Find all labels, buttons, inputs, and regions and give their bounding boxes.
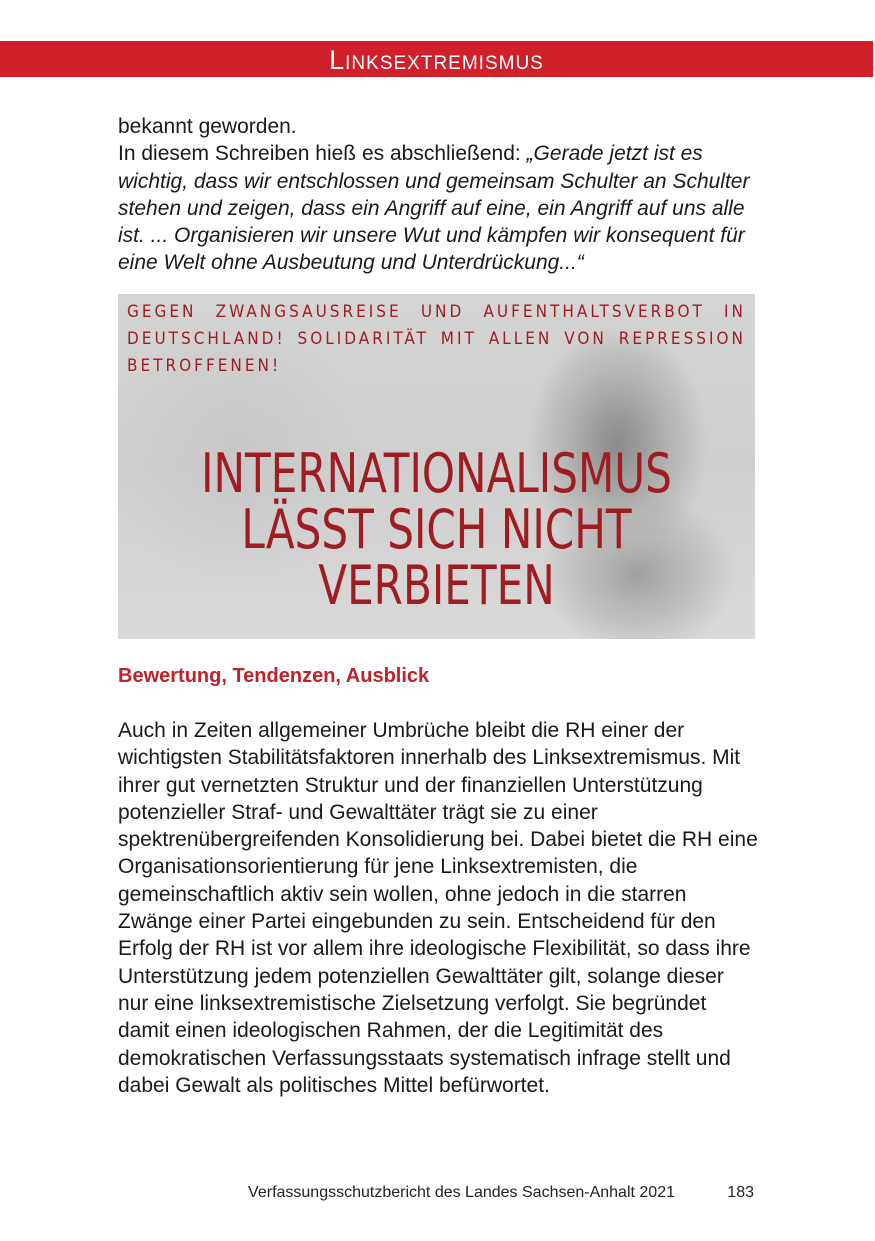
section-heading: Bewertung, Tendenzen, Ausblick <box>118 665 430 687</box>
chapter-title: Linksextremismus <box>329 45 544 75</box>
banner-image <box>118 294 755 639</box>
body-text <box>118 717 758 1099</box>
banner-headline <box>118 442 755 617</box>
body-paragraph: Auch in Zeiten allgemeiner Umbrüche bleibt die RH einer der wichtigsten Stabilitätsfaktoren innerhalb des Linksextremismus. Mit ihrer gut vernetzten Struktur und der finanziellen Unterstützung potenzieller Straf- und Gewalttäter trägt sie zu einer spektrenübergreifenden Konsolidierung bei. Dabei bietet die RH eine Organisationsorientierung für jene Linksextremisten, die gemeinschaftlich aktiv sein wollen, ohne jedoch in die starren Zwänge einer Partei eingebunden zu sein. Entscheidend für den Erfolg der RH ist vor allem ihre ideologische Flexibilität, so dass ihre Unterstützung jedem potenziellen Gewalttäter gilt, solange dieser nur eine linksextremistische Zielsetzung verfolgt. Sie begründet damit einen ideologischen Rahmen, der die Legitimität des demokratischen Verfassungsstaats systematisch infrage stellt und dabei Gewalt als politisches Mittel befürwortet. <box>118 719 758 1097</box>
chapter-header-bar <box>0 41 873 77</box>
intro-text <box>118 113 758 277</box>
banner-top-text: GEGEN ZWANGSAUSREISE UND AUFENTHALTSVERBOT IN DEUTSCHLAND! SOLIDARITÄT MIT ALLEN VON REPRESSION BETROFFENEN! <box>127 302 746 376</box>
quote-text: „Gerade jetzt ist es wichtig, dass wir entschlossen und gemeinsam Schulter an Schulter stehen und zeigen, dass ein Angriff auf eine, ein Angriff auf uns alle ist. ... Organisieren wir unsere Wut und kämpfen wir konsequent für eine Welt ohne Ausbeutung und Unterdrückung...“ <box>118 142 750 275</box>
quote-lead: In diesem Schreiben hieß es abschließend: <box>118 142 527 166</box>
footer-text: Verfassungsschutzbericht des Landes Sachsen-Anhalt 2021 <box>248 1184 675 1201</box>
intro-quote-paragraph <box>118 140 758 276</box>
banner-headline-line: VERBIETEN <box>318 554 555 617</box>
banner-headline-line: LÄSST SICH NICHT <box>241 498 632 561</box>
page-number: 183 <box>727 1184 754 1201</box>
intro-line: bekannt geworden. <box>118 115 297 138</box>
banner-headline-line: INTERNATIONALISMUS <box>201 442 672 505</box>
